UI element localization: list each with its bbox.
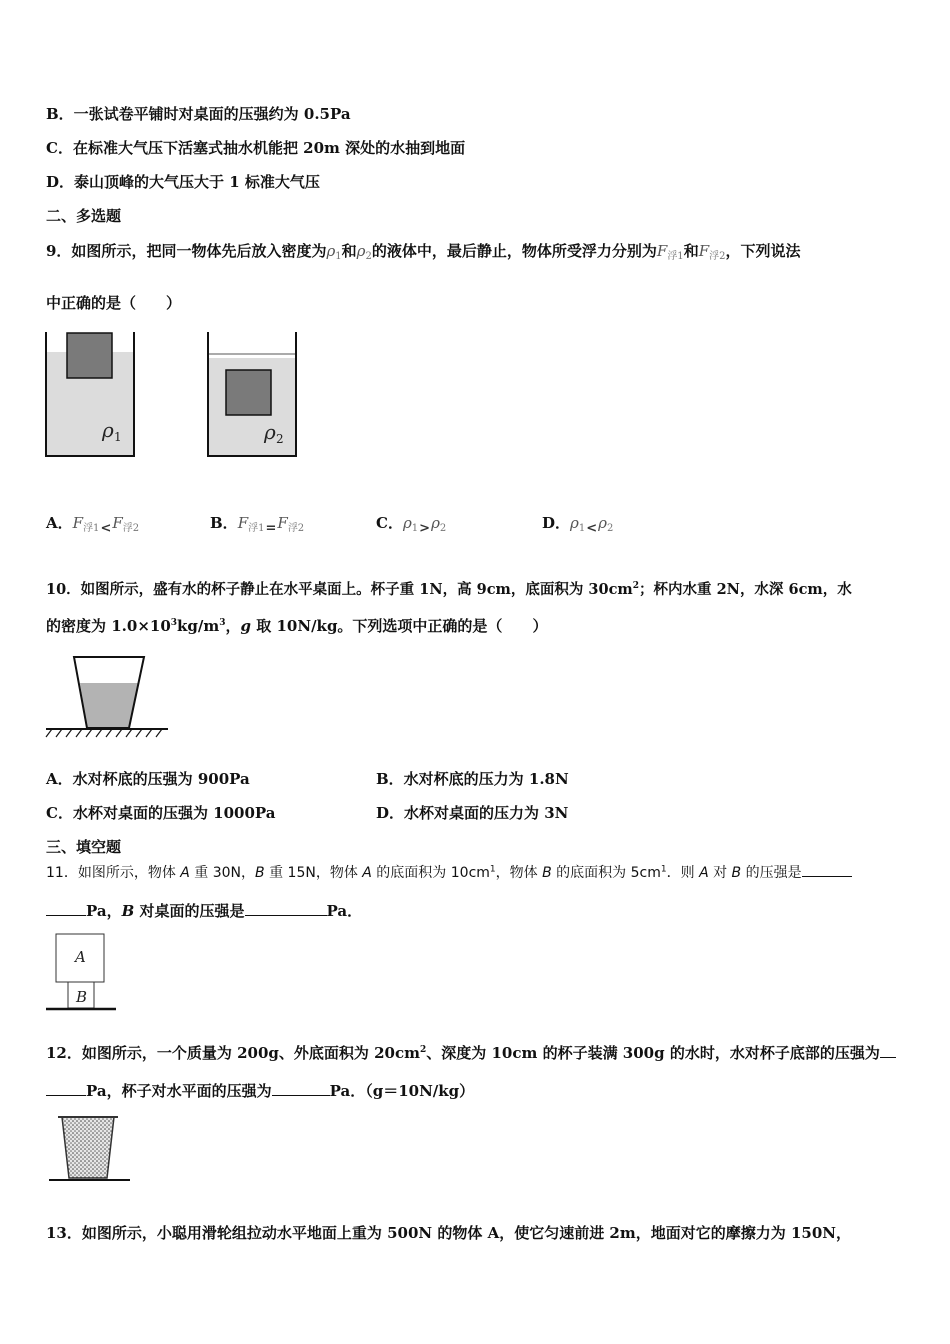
q11-stem-line2: Pa，B 对桌面的压强是 Pa． — [46, 900, 362, 921]
q8-option-b: B．一张试卷平铺时对桌面的压强约为 0.5Pa — [46, 105, 351, 123]
q8-option-d: D．泰山顶峰的大气压大于 1 标准大气压 — [46, 173, 320, 191]
q12-stem-line1: 12．如图所示，一个质量为 200g、外底面积为 $20cm^2$、深度为 10cm 的杯子装满 300g 的水时，水对杯子底部的压强为 — [46, 1042, 896, 1063]
q12-blank-1b[interactable] — [46, 1081, 86, 1096]
q10-option-b: B．水对杯底的压力为 1.8N — [376, 770, 569, 788]
q9-option-a: A．$F_{浮1}<F_{浮2}$ — [46, 514, 140, 536]
q9-option-c: C．$\rho_1>\rho_2$ — [376, 514, 447, 536]
q10-stem-line2: 的密度为 $1.0\times 10^3kg/m^3$，g 取 10N/kg。下列选项中正确的是（ ） — [46, 617, 548, 635]
q10-stem-line1: 10．如图所示，盛有水的杯子静止在水平桌面上。杯子重 1N，高 9cm，底面积为 $30cm^2$；杯内水重 2N，水深 6cm，水 — [46, 581, 852, 598]
block-suspended — [226, 370, 271, 415]
section-multi-choice-heading: 二、多选题 — [46, 207, 122, 225]
q11-blank-1a[interactable] — [802, 862, 852, 877]
q9-option-b: B．$F_{浮1}=F_{浮2}$ — [210, 514, 305, 536]
q11-blank-1b[interactable] — [46, 901, 86, 916]
label-a: A — [75, 948, 86, 966]
q9-stem-line2: 中正确的是（ ） — [46, 294, 182, 312]
q11-figure-blocks — [44, 930, 124, 1015]
q10-option-a: A．水对杯底的压强为 900Pa — [46, 770, 250, 788]
label-b: B — [76, 988, 88, 1006]
rho1-symbol: $\rho_1$ — [326, 242, 342, 262]
f1-symbol: $F_{浮1}$ — [656, 242, 684, 262]
cup-filled-with-water — [62, 1117, 114, 1178]
q10-option-d: D．水杯对桌面的压力为 3N — [376, 804, 569, 822]
fig-label-rho1: ρ — [102, 418, 114, 442]
q12-stem-line2: Pa，杯子对水平面的压强为 Pa．（g＝10N/kg） — [46, 1080, 474, 1101]
fig-label-rho2: ρ — [264, 420, 276, 444]
q9-option-d: D．$\rho_1<\rho_2$ — [542, 514, 614, 536]
q10-option-c: C．水杯对桌面的压强为 1000Pa — [46, 804, 276, 822]
block-floating — [67, 333, 112, 378]
q10-figure-cup — [44, 652, 174, 742]
rho2-symbol: $\rho_2$ — [356, 242, 372, 262]
svg-text:2: 2 — [276, 432, 284, 446]
section-fill-in-heading: 三、填空题 — [46, 838, 122, 856]
q12-figure-cup — [44, 1112, 134, 1187]
q11-stem-line1: 11．如图所示，物体 A 重 30N，B 重 15N，物体 A 的底面积为 $10cm^1$，物体 B 的底面积为 $5cm^1$．则 A 对 B 的压强是 — [46, 862, 852, 882]
water-in-cup — [80, 683, 138, 728]
q8-option-c: C．在标准大气压下活塞式抽水机能把 20m 深处的水抽到地面 — [46, 139, 466, 157]
q13-stem-line1: 13．如图所示，小聪用滑轮组拉动水平地面上重为 500N 的物体 A，使它匀速前进 2m，地面对它的摩擦力为 150N， — [46, 1224, 851, 1242]
q12-blank-1a[interactable] — [880, 1043, 896, 1058]
q12-blank-2[interactable] — [272, 1081, 330, 1096]
f2-symbol: $F_{浮2}$ — [698, 242, 726, 262]
q11-blank-2[interactable] — [245, 901, 327, 916]
q9-stem-line1: 9．如图所示，把同一物体先后放入密度为$\rho_1$和$\rho_2$的液体中，最后静止，物体所受浮力分别为$F_{浮1}$和$F_{浮2}$，下列说法 — [46, 242, 801, 262]
svg-text:1: 1 — [114, 430, 122, 444]
q9-figure — [44, 330, 304, 460]
